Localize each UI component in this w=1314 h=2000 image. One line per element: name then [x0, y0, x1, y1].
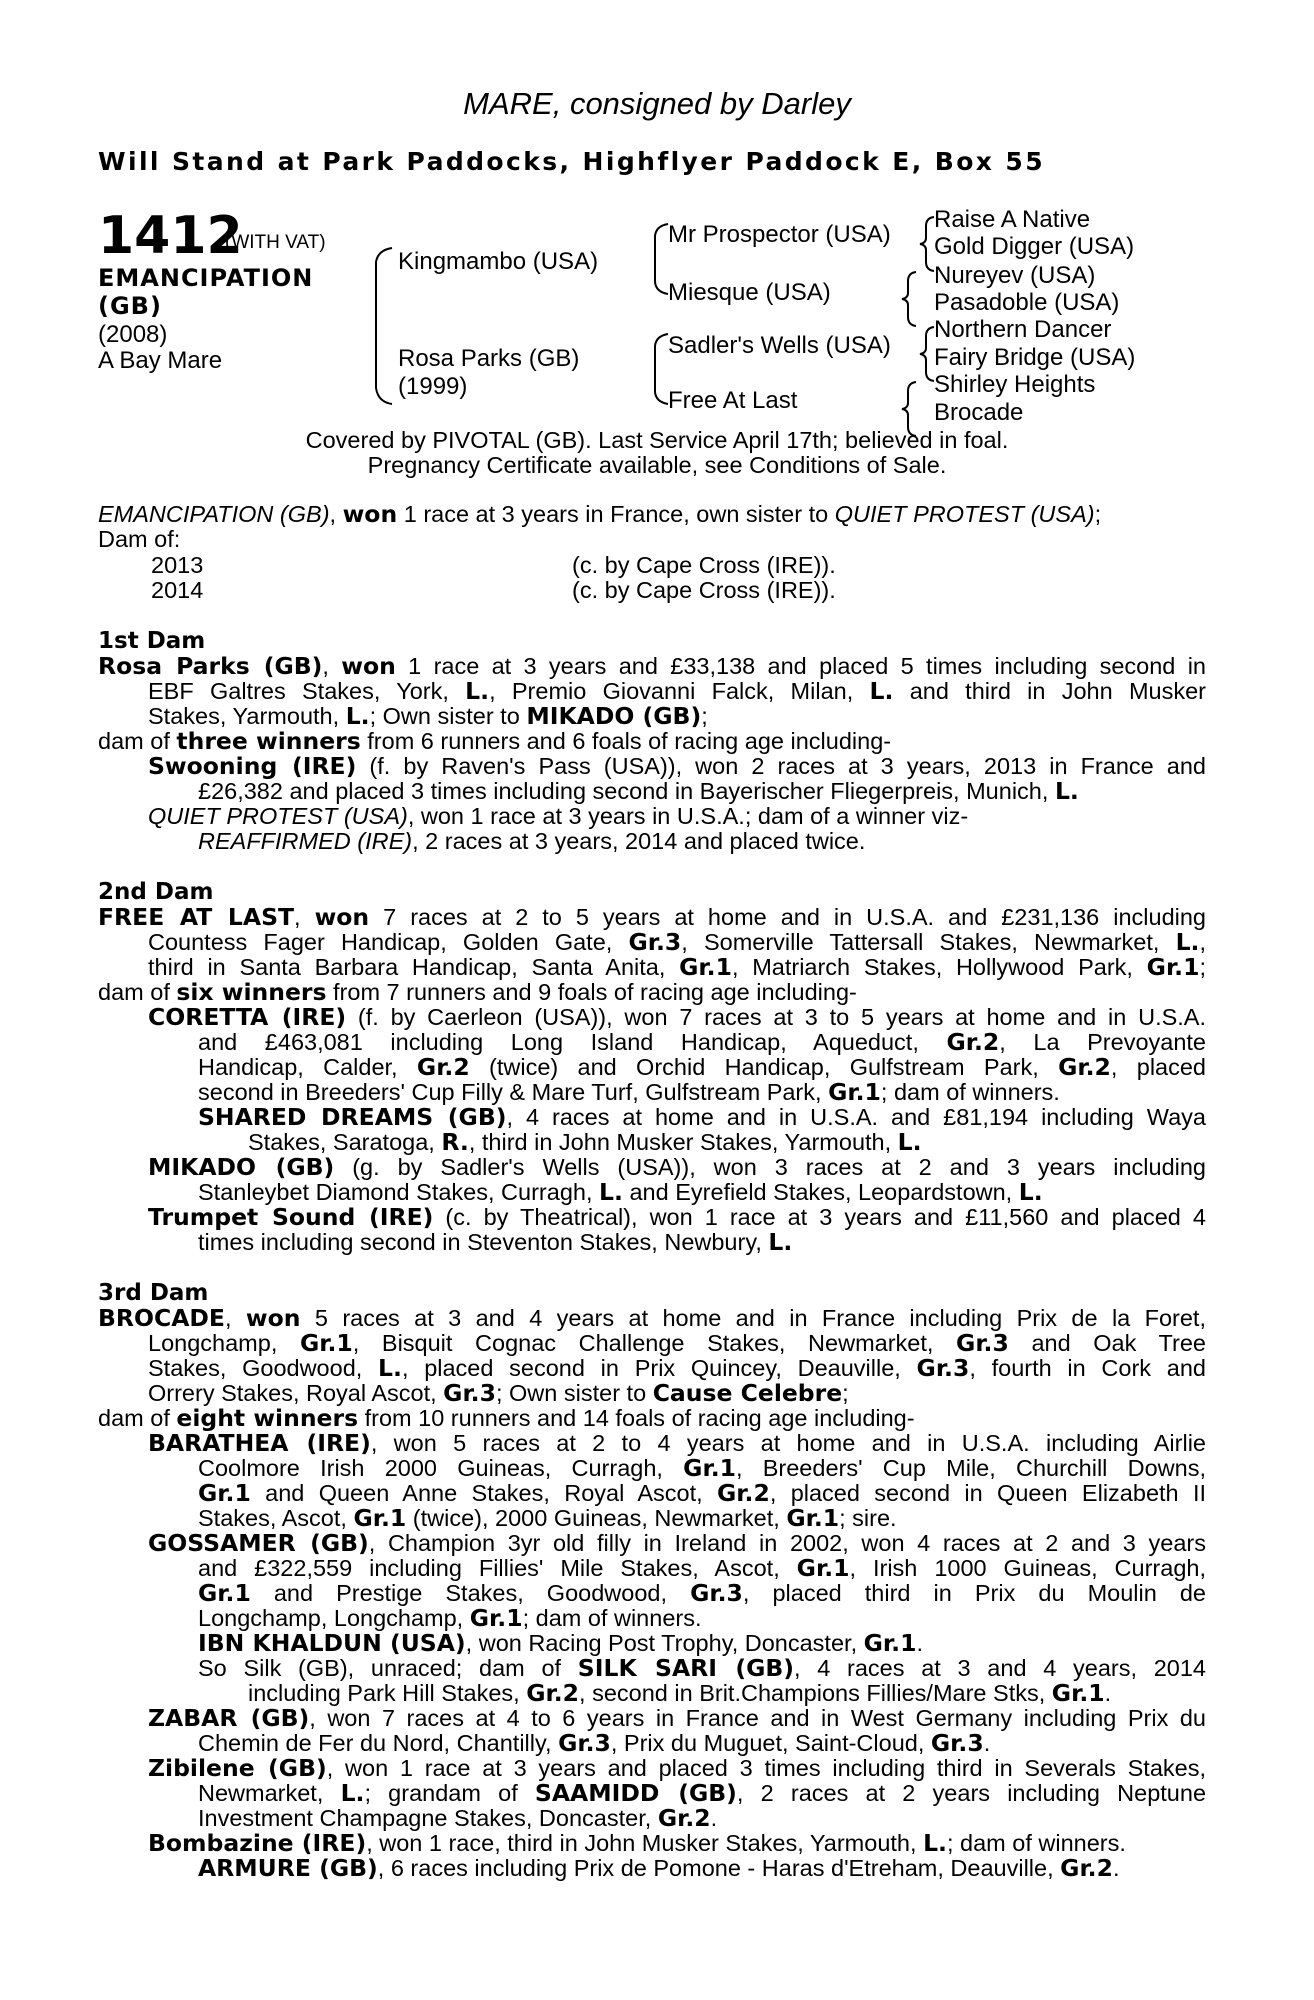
pedigree-dam-year: (1999): [398, 373, 468, 400]
second-dam-line: Handicap, Calder, Gr.2 (twice) and Orchid Handicap, Gulfstream Park, Gr.2, placed: [198, 1053, 1206, 1081]
third-dam-line: Orrery Stakes, Royal Ascot, Gr.3; Own sister to Cause Celebre;: [148, 1379, 849, 1407]
pedigree-g3-6: Fairy Bridge (USA): [934, 344, 1136, 371]
pedigree-dam-dam: Free At Last: [668, 387, 798, 414]
third-dam-line: Stakes, Goodwood, L., placed second in Prix Quincey, Deauville, Gr.3, fourth in Cork and: [148, 1354, 1206, 1382]
first-dam-line: Rosa Parks (GB), won 1 race at 3 years and £33,138 and placed 5 times including second in: [98, 652, 1206, 680]
second-dam-line: MIKADO (GB) (g. by Sadler's Wells (USA)), won 3 races at 2 and 3 years including: [148, 1153, 1207, 1181]
third-dam-line: Bombazine (IRE), won 1 race, third in John Musker Stakes, Yarmouth, L.; dam of winners.: [148, 1829, 1126, 1857]
third-dam-line: Investment Champagne Stakes, Doncaster, Gr.2.: [198, 1804, 718, 1832]
third-dam-line: Gr.1 and Queen Anne Stakes, Royal Ascot, Gr.2, placed second in Queen Elizabeth II: [198, 1479, 1207, 1507]
pedigree-g3-7: Shirley Heights: [934, 371, 1096, 398]
second-dam-line: second in Breeders' Cup Filly & Mare Turf, Gulfstream Park, Gr.1; dam of winners.: [198, 1078, 1060, 1106]
pedigree-g3-1: Raise A Native: [934, 206, 1091, 233]
stand-location: Will Stand at Park Paddocks, Highflyer Paddock E, Box 55: [98, 147, 1046, 176]
first-dam-line: Stakes, Yarmouth, L.; Own sister to MIKADO (GB);: [148, 702, 708, 730]
horse-country: (GB): [98, 292, 162, 320]
third-dam-line: and £322,559 including Fillies' Mile Stakes, Ascot, Gr.1, Irish 1000 Guineas, Curragh,: [198, 1554, 1206, 1582]
second-dam-heading: 2nd Dam: [98, 879, 214, 905]
third-dam-line: GOSSAMER (GB), Champion 3yr old filly in Ireland in 2002, won 4 races at 2 and 3 years: [148, 1529, 1206, 1557]
second-dam-line: times including second in Steventon Stakes, Newbury, L.: [198, 1228, 793, 1256]
produce-year: 2013: [151, 552, 204, 578]
third-dam-line: Gr.1 and Prestige Stakes, Goodwood, Gr.3, placed third in Prix du Moulin de: [198, 1579, 1206, 1607]
horse-description: A Bay Mare: [98, 347, 223, 374]
first-dam-line: QUIET PROTEST (USA), won 1 race at 3 years in U.S.A.; dam of a winner viz-: [148, 803, 969, 829]
intro-line: EMANCIPATION (GB), won 1 race at 3 years in France, own sister to QUIET PROTEST (USA);: [98, 500, 1102, 528]
horse-year: (2008): [98, 321, 168, 348]
second-dam-line: SHARED DREAMS (GB), 4 races at home and in U.S.A. and £81,194 including Waya: [198, 1103, 1206, 1131]
second-dam-line: CORETTA (IRE) (f. by Caerleon (USA)), won 7 races at 3 to 5 years at home and in U.S.A.: [148, 1003, 1206, 1031]
first-dam-heading: 1st Dam: [98, 628, 206, 654]
first-dam-line: dam of three winners from 6 runners and 6 foals of racing age including-: [98, 727, 892, 755]
third-dam-line: Longchamp, Gr.1, Bisquit Cognac Challenge Stakes, Newmarket, Gr.3 and Oak Tree: [148, 1329, 1206, 1357]
third-dam-line: Stakes, Ascot, Gr.1 (twice), 2000 Guineas, Newmarket, Gr.1; sire.: [198, 1504, 897, 1532]
first-dam-line: Swooning (IRE) (f. by Raven's Pass (USA)), won 2 races at 3 years, 2013 in France and: [148, 752, 1206, 780]
horse-name: EMANCIPATION: [98, 264, 314, 292]
dam-of-label: Dam of:: [98, 526, 181, 552]
second-dam-line: dam of six winners from 7 runners and 9 foals of racing age including-: [98, 978, 857, 1006]
pedigree-g3-2: Gold Digger (USA): [934, 233, 1135, 260]
second-dam-line: Stanleybet Diamond Stakes, Curragh, L. and Eyrefield Stakes, Leopardstown, L.: [198, 1178, 1043, 1206]
pregnancy-note: Pregnancy Certificate available, see Conditions of Sale.: [367, 452, 947, 478]
third-dam-line: Coolmore Irish 2000 Guineas, Curragh, Gr.1, Breeders' Cup Mile, Churchill Downs,: [198, 1454, 1206, 1482]
third-dam-line: Longchamp, Longchamp, Gr.1; dam of winners.: [198, 1604, 702, 1632]
third-dam-line: including Park Hill Stakes, Gr.2, second in Brit.Champions Fillies/Mare Stks, Gr.1.: [248, 1679, 1112, 1707]
third-dam-line: Zibilene (GB), won 1 race at 3 years and placed 3 times including third in Severals Stakes,: [148, 1754, 1206, 1782]
pedigree-sire-dam: Miesque (USA): [668, 279, 831, 306]
third-dam-line: IBN KHALDUN (USA), won Racing Post Trophy, Doncaster, Gr.1.: [198, 1629, 923, 1657]
third-dam-line: Chemin de Fer du Nord, Chantilly, Gr.3, Prix du Muguet, Saint-Cloud, Gr.3.: [198, 1729, 991, 1757]
third-dam-line: ARMURE (GB), 6 races including Prix de Pomone - Haras d'Etreham, Deauville, Gr.2.: [198, 1854, 1120, 1882]
second-dam-line: third in Santa Barbara Handicap, Santa Anita, Gr.1, Matriarch Stakes, Hollywood Park, Gr.1;: [148, 953, 1206, 981]
third-dam-line: BROCADE, won 5 races at 3 and 4 years at home and in France including Prix de la Foret,: [98, 1304, 1206, 1332]
page-title: MARE, consigned by Darley: [463, 86, 851, 121]
pedigree-sire-sire: Mr Prospector (USA): [668, 221, 891, 248]
pedigree-brackets: [0, 0, 1314, 440]
vat-note: (WITH VAT): [225, 232, 326, 253]
third-dam-line: BARATHEA (IRE), won 5 races at 2 to 4 years at home and in U.S.A. including Airlie: [148, 1429, 1206, 1457]
pedigree-g3-8: Brocade: [934, 399, 1024, 426]
pedigree-g3-5: Northern Dancer: [934, 316, 1112, 343]
third-dam-line: dam of eight winners from 10 runners and 14 foals of racing age including-: [98, 1404, 915, 1432]
covering-note: Covered by PIVOTAL (GB). Last Service April 17th; believed in foal.: [305, 427, 1009, 453]
pedigree-dam: Rosa Parks (GB): [398, 345, 580, 372]
third-dam-line: So Silk (GB), unraced; dam of SILK SARI (GB), 4 races at 3 and 4 years, 2014: [198, 1654, 1206, 1682]
produce-year: 2014: [151, 577, 204, 603]
second-dam-line: and £463,081 including Long Island Handicap, Aqueduct, Gr.2, La Prevoyante: [198, 1028, 1207, 1056]
pedigree-dam-sire: Sadler's Wells (USA): [668, 332, 891, 359]
produce-desc: (c. by Cape Cross (IRE)).: [572, 577, 836, 603]
third-dam-line: Newmarket, L.; grandam of SAAMIDD (GB), 2 races at 2 years including Neptune: [198, 1779, 1207, 1807]
lot-number: 1412: [98, 206, 243, 266]
produce-desc: (c. by Cape Cross (IRE)).: [572, 552, 836, 578]
third-dam-heading: 3rd Dam: [98, 1280, 209, 1306]
second-dam-line: Trumpet Sound (IRE) (c. by Theatrical), won 1 race at 3 years and £11,560 and placed 4: [148, 1203, 1206, 1231]
pedigree-g3-3: Nureyev (USA): [934, 262, 1096, 289]
second-dam-line: Stakes, Saratoga, R., third in John Musker Stakes, Yarmouth, L.: [248, 1128, 922, 1156]
first-dam-line: £26,382 and placed 3 times including second in Bayerischer Fliegerpreis, Munich, L.: [198, 777, 1079, 805]
second-dam-line: FREE AT LAST, won 7 races at 2 to 5 years at home and in U.S.A. and £231,136 including: [98, 903, 1206, 931]
pedigree-sire: Kingmambo (USA): [398, 248, 599, 275]
second-dam-line: Countess Fager Handicap, Golden Gate, Gr.3, Somerville Tattersall Stakes, Newmarket, L.,: [148, 928, 1207, 956]
third-dam-line: ZABAR (GB), won 7 races at 4 to 6 years in France and in West Germany including Prix du: [148, 1704, 1206, 1732]
first-dam-line: EBF Galtres Stakes, York, L., Premio Giovanni Falck, Milan, L. and third in John Musker: [148, 677, 1206, 705]
first-dam-line: REAFFIRMED (IRE), 2 races at 3 years, 2014 and placed twice.: [198, 828, 866, 854]
pedigree-g3-4: Pasadoble (USA): [934, 289, 1120, 316]
